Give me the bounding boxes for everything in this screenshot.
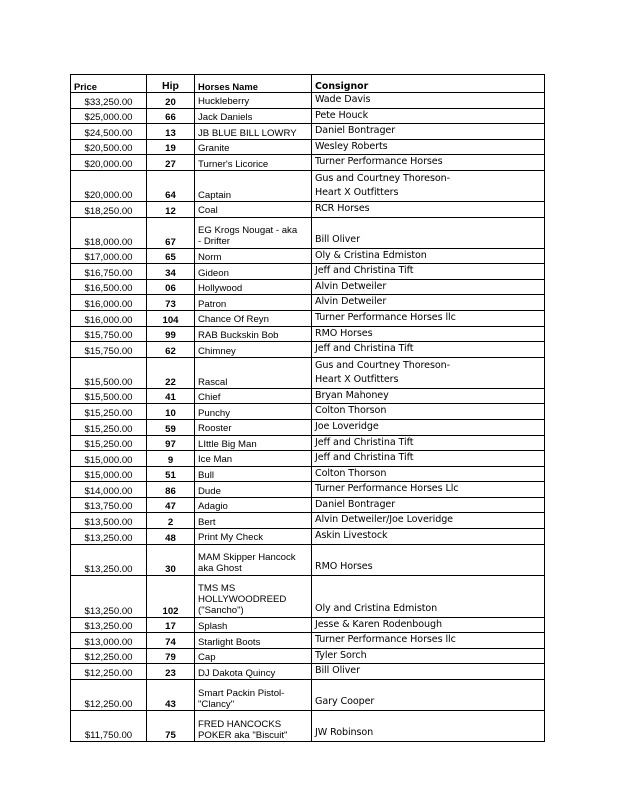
hip-cell: 97 [147, 435, 195, 451]
table-row [71, 342, 545, 358]
price-cell: $13,250.00 [71, 575, 147, 617]
hip-cell: 59 [147, 419, 195, 435]
price-cell: $13,750.00 [71, 497, 147, 513]
consignor-cell: Jeff and Christina Tift [312, 451, 545, 467]
consignor-cell: Turner Performance Horses llc [312, 310, 545, 326]
hip-cell: 30 [147, 544, 195, 575]
horse-name-cell: Chief [195, 388, 312, 404]
hip-cell: 41 [147, 388, 195, 404]
horse-name-cell: FRED HANCOCKS POKER aka "Biscuit" [195, 711, 312, 742]
price-cell: $15,500.00 [71, 357, 147, 388]
sale-results-table [70, 74, 545, 742]
hip-cell: 67 [147, 217, 195, 248]
table-row [71, 575, 545, 617]
price-cell: $13,500.00 [71, 513, 147, 529]
consignor-cell: Alvin Detweiler [312, 279, 545, 295]
horse-name-cell: Patron [195, 295, 312, 311]
table-row [71, 451, 545, 467]
table-row [71, 435, 545, 451]
price-header: Price [71, 75, 147, 93]
horse-name-cell: JB BLUE BILL LOWRY [195, 124, 312, 140]
consignor-cell: Turner Performance Horses llc [312, 633, 545, 649]
hip-cell: 66 [147, 108, 195, 124]
table-row [71, 664, 545, 680]
table-row [71, 497, 545, 513]
horse-name-cell: Rascal [195, 357, 312, 388]
hip-cell: 79 [147, 648, 195, 664]
price-cell: $17,000.00 [71, 248, 147, 264]
price-cell: $15,250.00 [71, 419, 147, 435]
horse-name-cell: Chimney [195, 342, 312, 358]
hip-cell: 2 [147, 513, 195, 529]
consignor-cell: RMO Horses [312, 326, 545, 342]
hip-cell: 12 [147, 201, 195, 217]
consignor-header: Consignor [312, 75, 545, 93]
consignor-cell: Oly & Cristina Edmiston [312, 248, 545, 264]
price-cell: $20,000.00 [71, 170, 147, 201]
consignor-cell: Jeff and Christina Tift [312, 264, 545, 280]
table-row [71, 201, 545, 217]
table-row [71, 93, 545, 109]
table-row [71, 170, 545, 201]
hip-cell: 43 [147, 680, 195, 711]
price-cell: $15,750.00 [71, 326, 147, 342]
consignor-cell: Pete Houck [312, 108, 545, 124]
hip-cell: 19 [147, 139, 195, 155]
hip-cell: 99 [147, 326, 195, 342]
horse-name-cell: MAM Skipper Hancock aka Ghost [195, 544, 312, 575]
table-row [71, 633, 545, 649]
table-row [71, 544, 545, 575]
consignor-cell: Gus and Courtney Thoreson- Heart X Outfitters [312, 170, 545, 201]
consignor-cell: RMO Horses [312, 544, 545, 575]
horse-name-cell: RAB Buckskin Bob [195, 326, 312, 342]
table-row [71, 482, 545, 498]
hip-cell: 104 [147, 310, 195, 326]
consignor-cell: Wade Davis [312, 93, 545, 109]
price-cell: $15,500.00 [71, 388, 147, 404]
horse-name-cell: Ice Man [195, 451, 312, 467]
price-cell: $20,500.00 [71, 139, 147, 155]
horse-name-cell: Splash [195, 617, 312, 633]
consignor-cell: Bill Oliver [312, 217, 545, 248]
price-cell: $15,000.00 [71, 451, 147, 467]
consignor-cell: Oly and Cristina Edmiston [312, 575, 545, 617]
table-row [71, 680, 545, 711]
horse-name-cell: Adagio [195, 497, 312, 513]
hip-cell: 47 [147, 497, 195, 513]
hip-cell: 17 [147, 617, 195, 633]
table-row [71, 357, 545, 388]
table-row [71, 248, 545, 264]
horse-name-cell: EG Krogs Nougat - aka - Drifter [195, 217, 312, 248]
table-row [71, 513, 545, 529]
consignor-cell: Colton Thorson [312, 404, 545, 420]
horse-name-cell: Gideon [195, 264, 312, 280]
hip-cell: 51 [147, 466, 195, 482]
hip-cell: 62 [147, 342, 195, 358]
hip-header: Hip [147, 75, 195, 93]
price-cell: $16,500.00 [71, 279, 147, 295]
consignor-cell: Daniel Bontrager [312, 124, 545, 140]
horse-name-cell: Bull [195, 466, 312, 482]
consignor-cell: Turner Performance Horses [312, 155, 545, 171]
consignor-cell: Bryan Mahoney [312, 388, 545, 404]
price-cell: $12,250.00 [71, 648, 147, 664]
horse-name-cell: Smart Packin Pistol- "Clancy" [195, 680, 312, 711]
price-cell: $15,250.00 [71, 404, 147, 420]
consignor-cell: Bill Oliver [312, 664, 545, 680]
hip-cell: 86 [147, 482, 195, 498]
horse-name-cell: Print My Check [195, 529, 312, 545]
price-cell: $20,000.00 [71, 155, 147, 171]
price-cell: $11,750.00 [71, 711, 147, 742]
table-row [71, 124, 545, 140]
consignor-cell: Jeff and Christina Tift [312, 435, 545, 451]
price-cell: $15,000.00 [71, 466, 147, 482]
price-cell: $13,250.00 [71, 617, 147, 633]
table-row [71, 648, 545, 664]
hip-cell: 48 [147, 529, 195, 545]
hip-cell: 75 [147, 711, 195, 742]
price-cell: $16,000.00 [71, 295, 147, 311]
hip-cell: 20 [147, 93, 195, 109]
hip-cell: 13 [147, 124, 195, 140]
consignor-cell: Tyler Sorch [312, 648, 545, 664]
price-cell: $13,250.00 [71, 544, 147, 575]
consignor-cell: Daniel Bontrager [312, 497, 545, 513]
consignor-cell: Askin Livestock [312, 529, 545, 545]
horse-name-cell: Chance Of Reyn [195, 310, 312, 326]
horse-name-cell: Coal [195, 201, 312, 217]
table-body [71, 93, 545, 742]
consignor-cell: RCR Horses [312, 201, 545, 217]
hip-cell: 10 [147, 404, 195, 420]
horse-name-cell: Turner's Licorice [195, 155, 312, 171]
table-row [71, 310, 545, 326]
horse-name-cell: Cap [195, 648, 312, 664]
table-row [71, 326, 545, 342]
consignor-cell: Colton Thorson [312, 466, 545, 482]
horse-name-cell: Dude [195, 482, 312, 498]
price-cell: $13,000.00 [71, 633, 147, 649]
hip-cell: 65 [147, 248, 195, 264]
table-row [71, 529, 545, 545]
horse-name-cell: LIttle Big Man [195, 435, 312, 451]
price-cell: $12,250.00 [71, 680, 147, 711]
consignor-cell: Gus and Courtney Thoreson- Heart X Outfitters [312, 357, 545, 388]
consignor-cell: Gary Cooper [312, 680, 545, 711]
table-row [71, 217, 545, 248]
hip-cell: 22 [147, 357, 195, 388]
price-cell: $18,250.00 [71, 201, 147, 217]
hip-cell: 102 [147, 575, 195, 617]
price-cell: $24,500.00 [71, 124, 147, 140]
price-cell: $12,250.00 [71, 664, 147, 680]
table-row [71, 711, 545, 742]
price-cell: $15,750.00 [71, 342, 147, 358]
hip-cell: 64 [147, 170, 195, 201]
hip-cell: 23 [147, 664, 195, 680]
consignor-cell: Joe Loveridge [312, 419, 545, 435]
table-row [71, 466, 545, 482]
price-cell: $16,000.00 [71, 310, 147, 326]
price-cell: $13,250.00 [71, 529, 147, 545]
price-cell: $15,250.00 [71, 435, 147, 451]
hip-cell: 74 [147, 633, 195, 649]
horse-name-header: Horses Name [195, 75, 312, 93]
horse-name-cell: Rooster [195, 419, 312, 435]
consignor-cell: Turner Performance Horses Llc [312, 482, 545, 498]
price-cell: $33,250.00 [71, 93, 147, 109]
price-cell: $25,000.00 [71, 108, 147, 124]
consignor-cell: JW Robinson [312, 711, 545, 742]
consignor-cell: Jeff and Christina Tift [312, 342, 545, 358]
hip-cell: 9 [147, 451, 195, 467]
price-cell: $14,000.00 [71, 482, 147, 498]
price-cell: $16,750.00 [71, 264, 147, 280]
table-row [71, 155, 545, 171]
table-row [71, 264, 545, 280]
table-row [71, 419, 545, 435]
horse-name-cell: Norm [195, 248, 312, 264]
consignor-cell: Alvin Detweiler/Joe Loveridge [312, 513, 545, 529]
table-header-row [71, 75, 545, 93]
horse-name-cell: TMS MS HOLLYWOODREED ("Sancho") [195, 575, 312, 617]
hip-cell: 73 [147, 295, 195, 311]
horse-name-cell: Starlight Boots [195, 633, 312, 649]
table-row [71, 279, 545, 295]
horse-name-cell: Granite [195, 139, 312, 155]
table-row [71, 108, 545, 124]
table-row [71, 388, 545, 404]
consignor-cell: Alvin Detweiler [312, 295, 545, 311]
horse-name-cell: Hollywood [195, 279, 312, 295]
price-cell: $18,000.00 [71, 217, 147, 248]
horse-name-cell: Bert [195, 513, 312, 529]
table-row [71, 295, 545, 311]
horse-name-cell: Jack Daniels [195, 108, 312, 124]
table-row [71, 139, 545, 155]
hip-cell: 34 [147, 264, 195, 280]
horse-name-cell: DJ Dakota Quincy [195, 664, 312, 680]
hip-cell: 06 [147, 279, 195, 295]
horse-name-cell: Huckleberry [195, 93, 312, 109]
hip-cell: 27 [147, 155, 195, 171]
horse-name-cell: Captain [195, 170, 312, 201]
horse-name-cell: Punchy [195, 404, 312, 420]
consignor-cell: Wesley Roberts [312, 139, 545, 155]
consignor-cell: Jesse & Karen Rodenbough [312, 617, 545, 633]
table-row [71, 617, 545, 633]
table-row [71, 404, 545, 420]
